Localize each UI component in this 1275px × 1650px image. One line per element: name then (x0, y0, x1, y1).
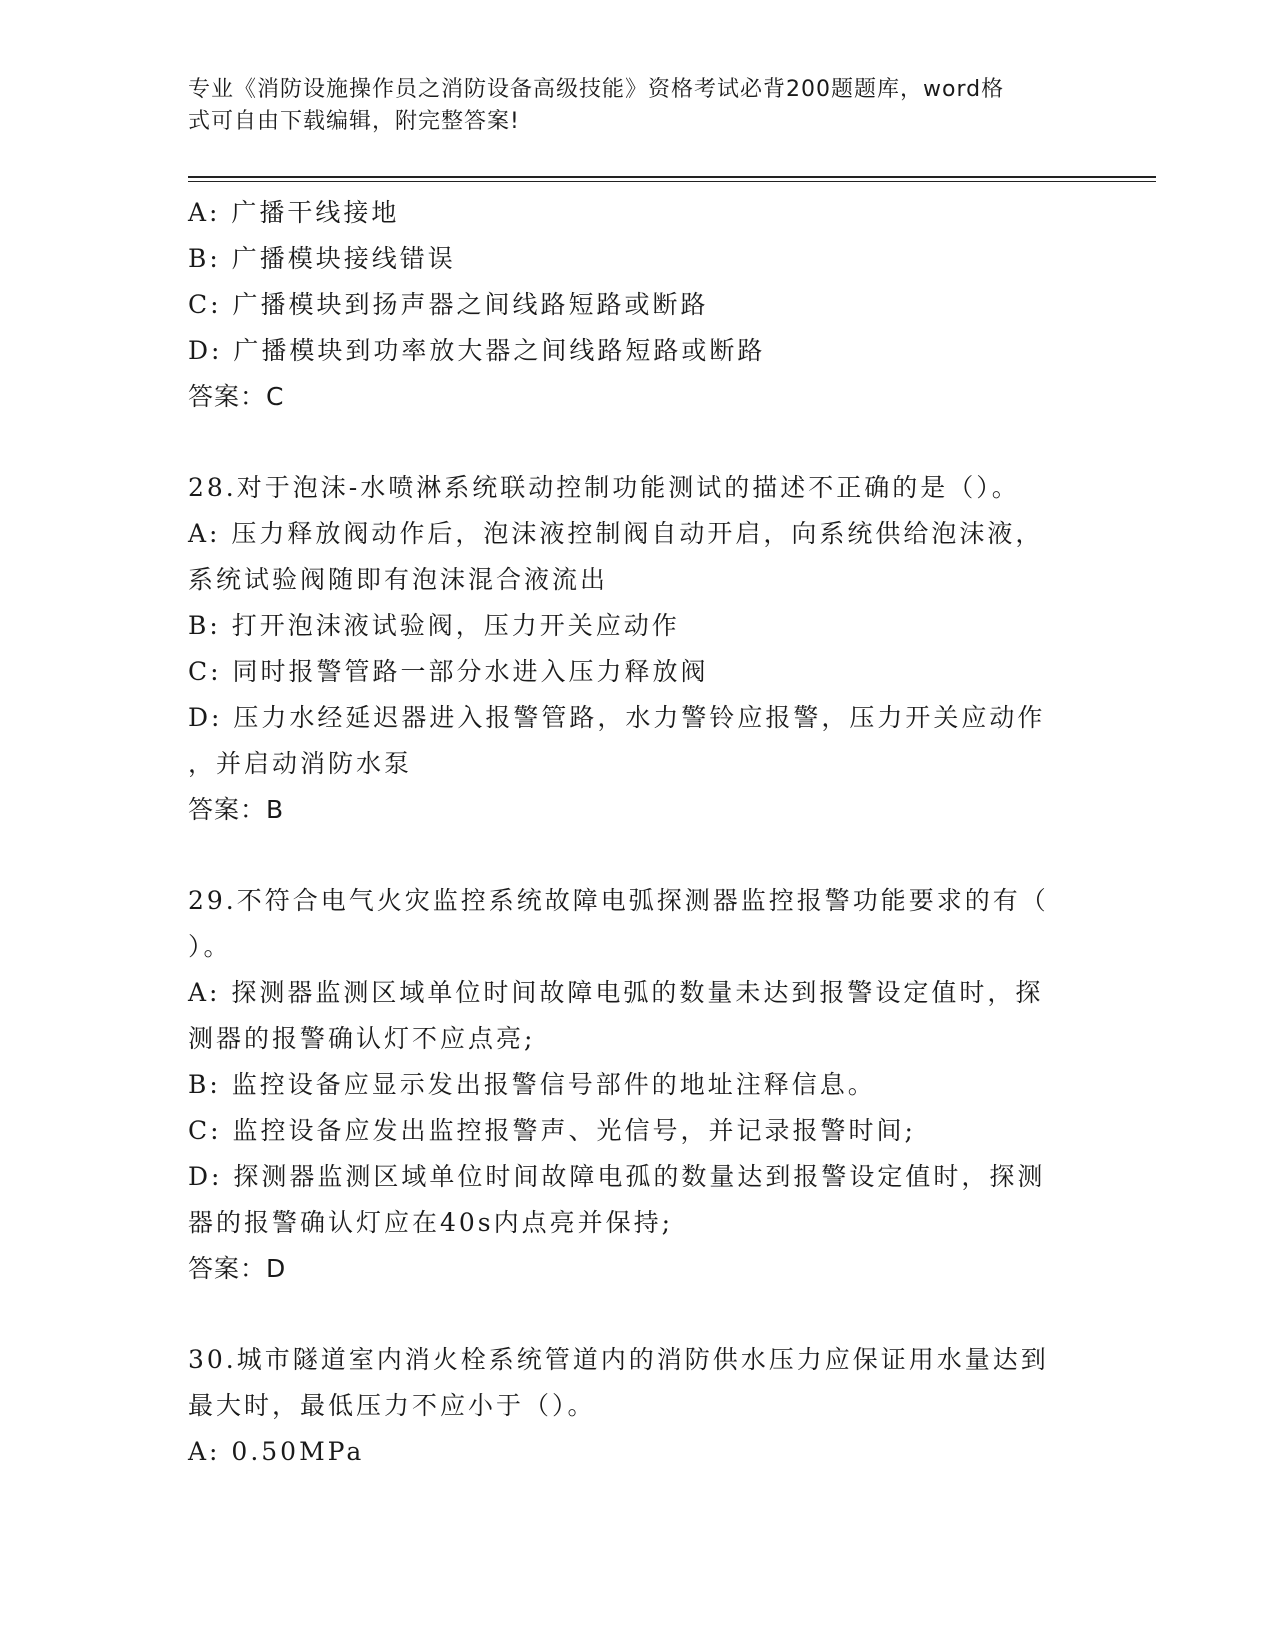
header-rule-thin (188, 181, 1156, 182)
option-b: B: 广播模块接线错误 (188, 244, 456, 273)
option-a-cont: 测器的报警确认灯不应点亮; (188, 1024, 536, 1053)
answer: 答案：D (188, 1254, 287, 1283)
option-a: A: 0.50MPa (188, 1437, 365, 1466)
answer: 答案：B (188, 795, 285, 824)
option-d: D: 广播模块到功率放大器之间线路短路或断路 (188, 336, 766, 365)
option-c: C: 监控设备应发出监控报警声、光信号，并记录报警时间; (188, 1116, 916, 1145)
option-b: B: 打开泡沫液试验阀，压力开关应动作 (188, 611, 680, 640)
option-c: C: 同时报警管路一部分水进入压力释放阀 (188, 657, 709, 686)
header-line-1: 专业《消防设施操作员之消防设备高级技能》资格考试必背200题题库，word格 (188, 77, 1005, 102)
question-stem: 30.城市隧道室内消火栓系统管道内的消防供水压力应保证用水量达到 (188, 1345, 1049, 1374)
option-d: D: 探测器监测区域单位时间故障电孤的数量达到报警设定值时，探测 (188, 1162, 1046, 1191)
option-a-cont: 系统试验阀随即有泡沫混合液流出 (188, 565, 609, 594)
question-stem-cont: 最大时，最低压力不应小于（）。 (188, 1391, 596, 1420)
answer: 答案：C (188, 382, 285, 411)
question-30 (188, 1337, 1088, 1475)
document-body (188, 190, 1088, 1475)
option-c: C: 广播模块到扬声器之间线路短路或断路 (188, 290, 709, 319)
option-b: B: 监控设备应显示发出报警信号部件的地址注释信息。 (188, 1070, 876, 1099)
question-27 (188, 190, 1088, 420)
question-29 (188, 878, 1088, 1292)
option-a: A: 广播干线接地 (188, 198, 400, 227)
question-stem: 28.对于泡沫-水喷淋系统联动控制功能测试的描述不正确的是（）。 (188, 473, 1020, 502)
question-28 (188, 465, 1088, 833)
option-d-cont: ，并启动消防水泵 (188, 749, 413, 778)
option-a: A: 探测器监测区域单位时间故障电弧的数量未达到报警设定值时，探 (188, 978, 1044, 1007)
header-line-2: 式可自由下载编辑，附完整答案! (188, 109, 520, 134)
question-stem-cont: ）。 (188, 932, 232, 961)
option-a: A: 压力释放阀动作后，泡沫液控制阀自动开启，向系统供给泡沫液， (188, 519, 1044, 548)
header-rule-thick (188, 176, 1156, 178)
option-d: D: 压力水经延迟器进入报警管路，水力警铃应报警，压力开关应动作 (188, 703, 1046, 732)
option-d-cont: 器的报警确认灯应在40s内点亮并保持; (188, 1208, 674, 1237)
document-header (188, 74, 1068, 138)
question-stem: 29.不符合电气火灾监控系统故障电弧探测器监控报警功能要求的有（ (188, 886, 1049, 915)
